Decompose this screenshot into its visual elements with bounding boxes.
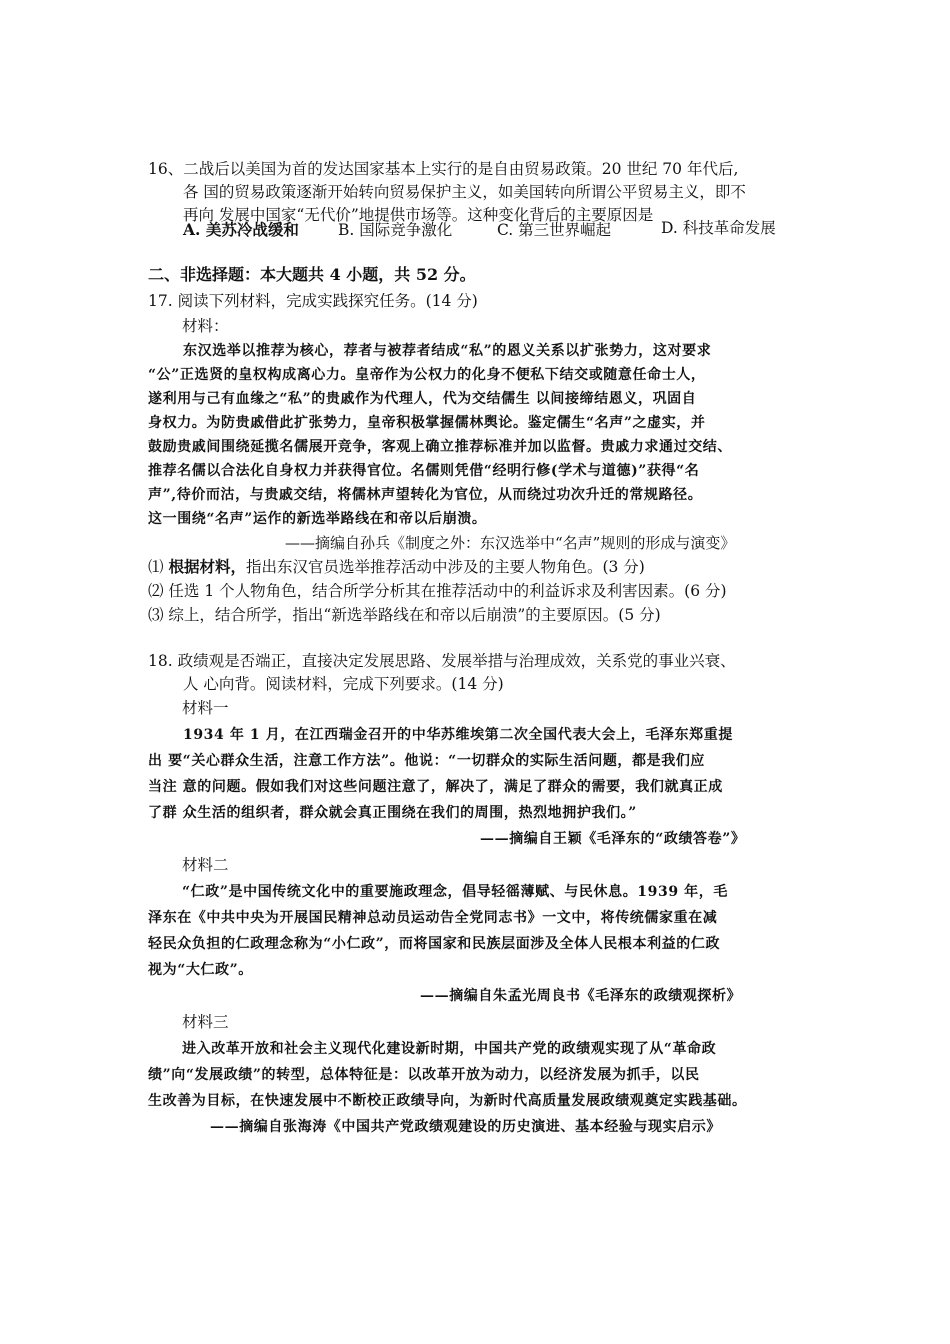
q16-option-a: A. 美苏冷战缓和 bbox=[183, 220, 299, 239]
q18-material-1-line: 了群 众生活的组织者，群众就会真正围绕在我们的周围，热烈地拥护我们。” bbox=[148, 805, 637, 821]
q17-sub1-number: ⑴ bbox=[148, 558, 169, 576]
q18-stem-line-1: 18. 政绩观是否端正，直接决定发展思路、发展举措与治理成效，关系党的事业兴衰、 bbox=[148, 652, 736, 670]
q16-line-3: 再向 发展中国家“无代价”地提供市场等。这种变化背后的主要原因是 bbox=[183, 206, 654, 224]
q18-material-2-source: ——摘编自朱孟光周良书《毛泽东的政绩观探析》 bbox=[420, 988, 742, 1004]
q18-material-2-label: 材料二 bbox=[182, 856, 229, 874]
q18-material-1-line: 当注 意的问题。假如我们对这些问题注意了，解决了，满足了群众的需要，我们就真正成 bbox=[148, 779, 723, 795]
q18-material-1-source: ——摘编自王颖《毛泽东的“政绩答卷”》 bbox=[480, 831, 746, 847]
q18-stem-line-2: 人 心向背。阅读材料，完成下列要求。(14 分) bbox=[183, 675, 504, 693]
q17-sub-question-1 bbox=[148, 556, 645, 578]
q18-material-3-line: 绩”向“发展政绩”的转型，总体特征是：以改革开放为动力，以经济发展为抓手，以民 bbox=[148, 1067, 700, 1083]
q17-material-line: 推荐名儒以合法化自身权力并获得官位。名儒则凭借“经明行修(学术与道德)”获得“名 bbox=[148, 463, 700, 479]
q17-stem: 17. 阅读下列材料，完成实践探究任务。(14 分) bbox=[148, 292, 478, 310]
section-heading: 二、非选择题：本大题共 4 小题，共 52 分。 bbox=[148, 265, 476, 284]
q17-sub-question-2: ⑵ 任选 1 个人物角色，结合所学分析其在推荐活动中的利益诉求及利害因素。(6 分) bbox=[148, 582, 727, 600]
q17-sub1-bold: 根据材料， bbox=[168, 557, 246, 576]
q17-material-label: 材料： bbox=[182, 317, 229, 335]
q17-material-line: 鼓励贵戚间围绕延揽名儒展开竞争，客观上确立推荐标准并加以监督。贵戚力求通过交结、 bbox=[148, 439, 732, 455]
q18-material-1-line: 1934 年 1 月，在江西瑞金召开的中华苏维埃第二次全国代表大会上，毛泽东郑重提 bbox=[183, 727, 733, 743]
q18-material-2-line: “仁政”是中国传统文化中的重要施政理念，倡导轻徭薄赋、与民休息。1939 年，毛 bbox=[182, 884, 728, 900]
q17-material-line: 身权力。为防贵戚借此扩张势力，皇帝积极掌握儒林舆论。鉴定儒生“名声”之虚实，并 bbox=[148, 415, 706, 431]
q17-material-line: 遂利用与己有血缘之“私”的贵戚作为代理人，代为交结儒生 以间接缔结恩义，巩固自 bbox=[148, 391, 697, 407]
q18-material-3-line: 进入改革开放和社会主义现代化建设新时期，中国共产党的政绩观实现了从“革命政 bbox=[182, 1041, 717, 1057]
q18-material-2-line: 视为“大仁政”。 bbox=[148, 962, 253, 978]
q17-material-line: 这一围绕“名声”运作的新选举路线在和帝以后崩溃。 bbox=[148, 511, 487, 527]
q17-material-line: 声”,待价而沽，与贵戚交结，将儒林声望转化为官位，从而绕过功次升迁的常规路径。 bbox=[148, 487, 703, 503]
q18-material-2-line: 泽东在《中共中央为开展国民精神总动员运动告全党同志书》一文中，将传统儒家重在减 bbox=[148, 910, 718, 926]
q16-line-1: 16、二战后以美国为首的发达国家基本上实行的是自由贸易政策。20 世纪 70 年代后, bbox=[148, 160, 739, 178]
q17-material-line: 东汉选举以推荐为核心，荐者与被荐者结成“私”的恩义关系以扩张势力，这对要求 bbox=[183, 343, 712, 359]
q17-sub-question-3: ⑶ 综上，结合所学，指出“新选举路线在和帝以后崩溃”的主要原因。(5 分) bbox=[148, 606, 661, 624]
q17-source: ——摘编自孙兵《制度之外：东汉选举中“名声”规则的形成与演变》 bbox=[285, 534, 736, 552]
q16-option-b: B. 国际竞争激化 bbox=[338, 221, 453, 239]
q17-material-line: “公”正选贤的皇权构成离心力。皇帝作为公权力的化身不便私下结交或随意任命士人， bbox=[148, 367, 706, 383]
q18-material-3-line: 生改善为目标，在快速发展中不断校正政绩导向，为新时代高质量发展政绩观奠定实践基础。 bbox=[148, 1093, 747, 1109]
q18-material-3-source: ——摘编自张海涛《中国共产党政绩观建设的历史演进、基本经验与现实启示》 bbox=[210, 1119, 721, 1135]
q17-sub1-text: 指出东汉官员选举推荐活动中涉及的主要人物角色。(3 分) bbox=[245, 558, 645, 576]
q16-option-d: D. 科技革命发展 bbox=[661, 219, 776, 237]
q16-option-c: C. 第三世界崛起 bbox=[497, 221, 612, 239]
q16-line-2: 各 国的贸易政策逐渐开始转向贸易保护主义，如美国转向所谓公平贸易主义，即不 bbox=[183, 183, 746, 201]
q18-material-2-line: 轻民众负担的仁政理念称为“小仁政”，而将国家和民族层面涉及全体人民根本利益的仁政 bbox=[148, 936, 721, 952]
q18-material-1-label: 材料一 bbox=[182, 699, 229, 717]
q18-material-3-label: 材料三 bbox=[182, 1013, 229, 1031]
q18-material-1-line: 出 要“关心群众生活，注意工作方法”。他说：“一切群众的实际生活问题，都是我们应 bbox=[148, 753, 706, 769]
